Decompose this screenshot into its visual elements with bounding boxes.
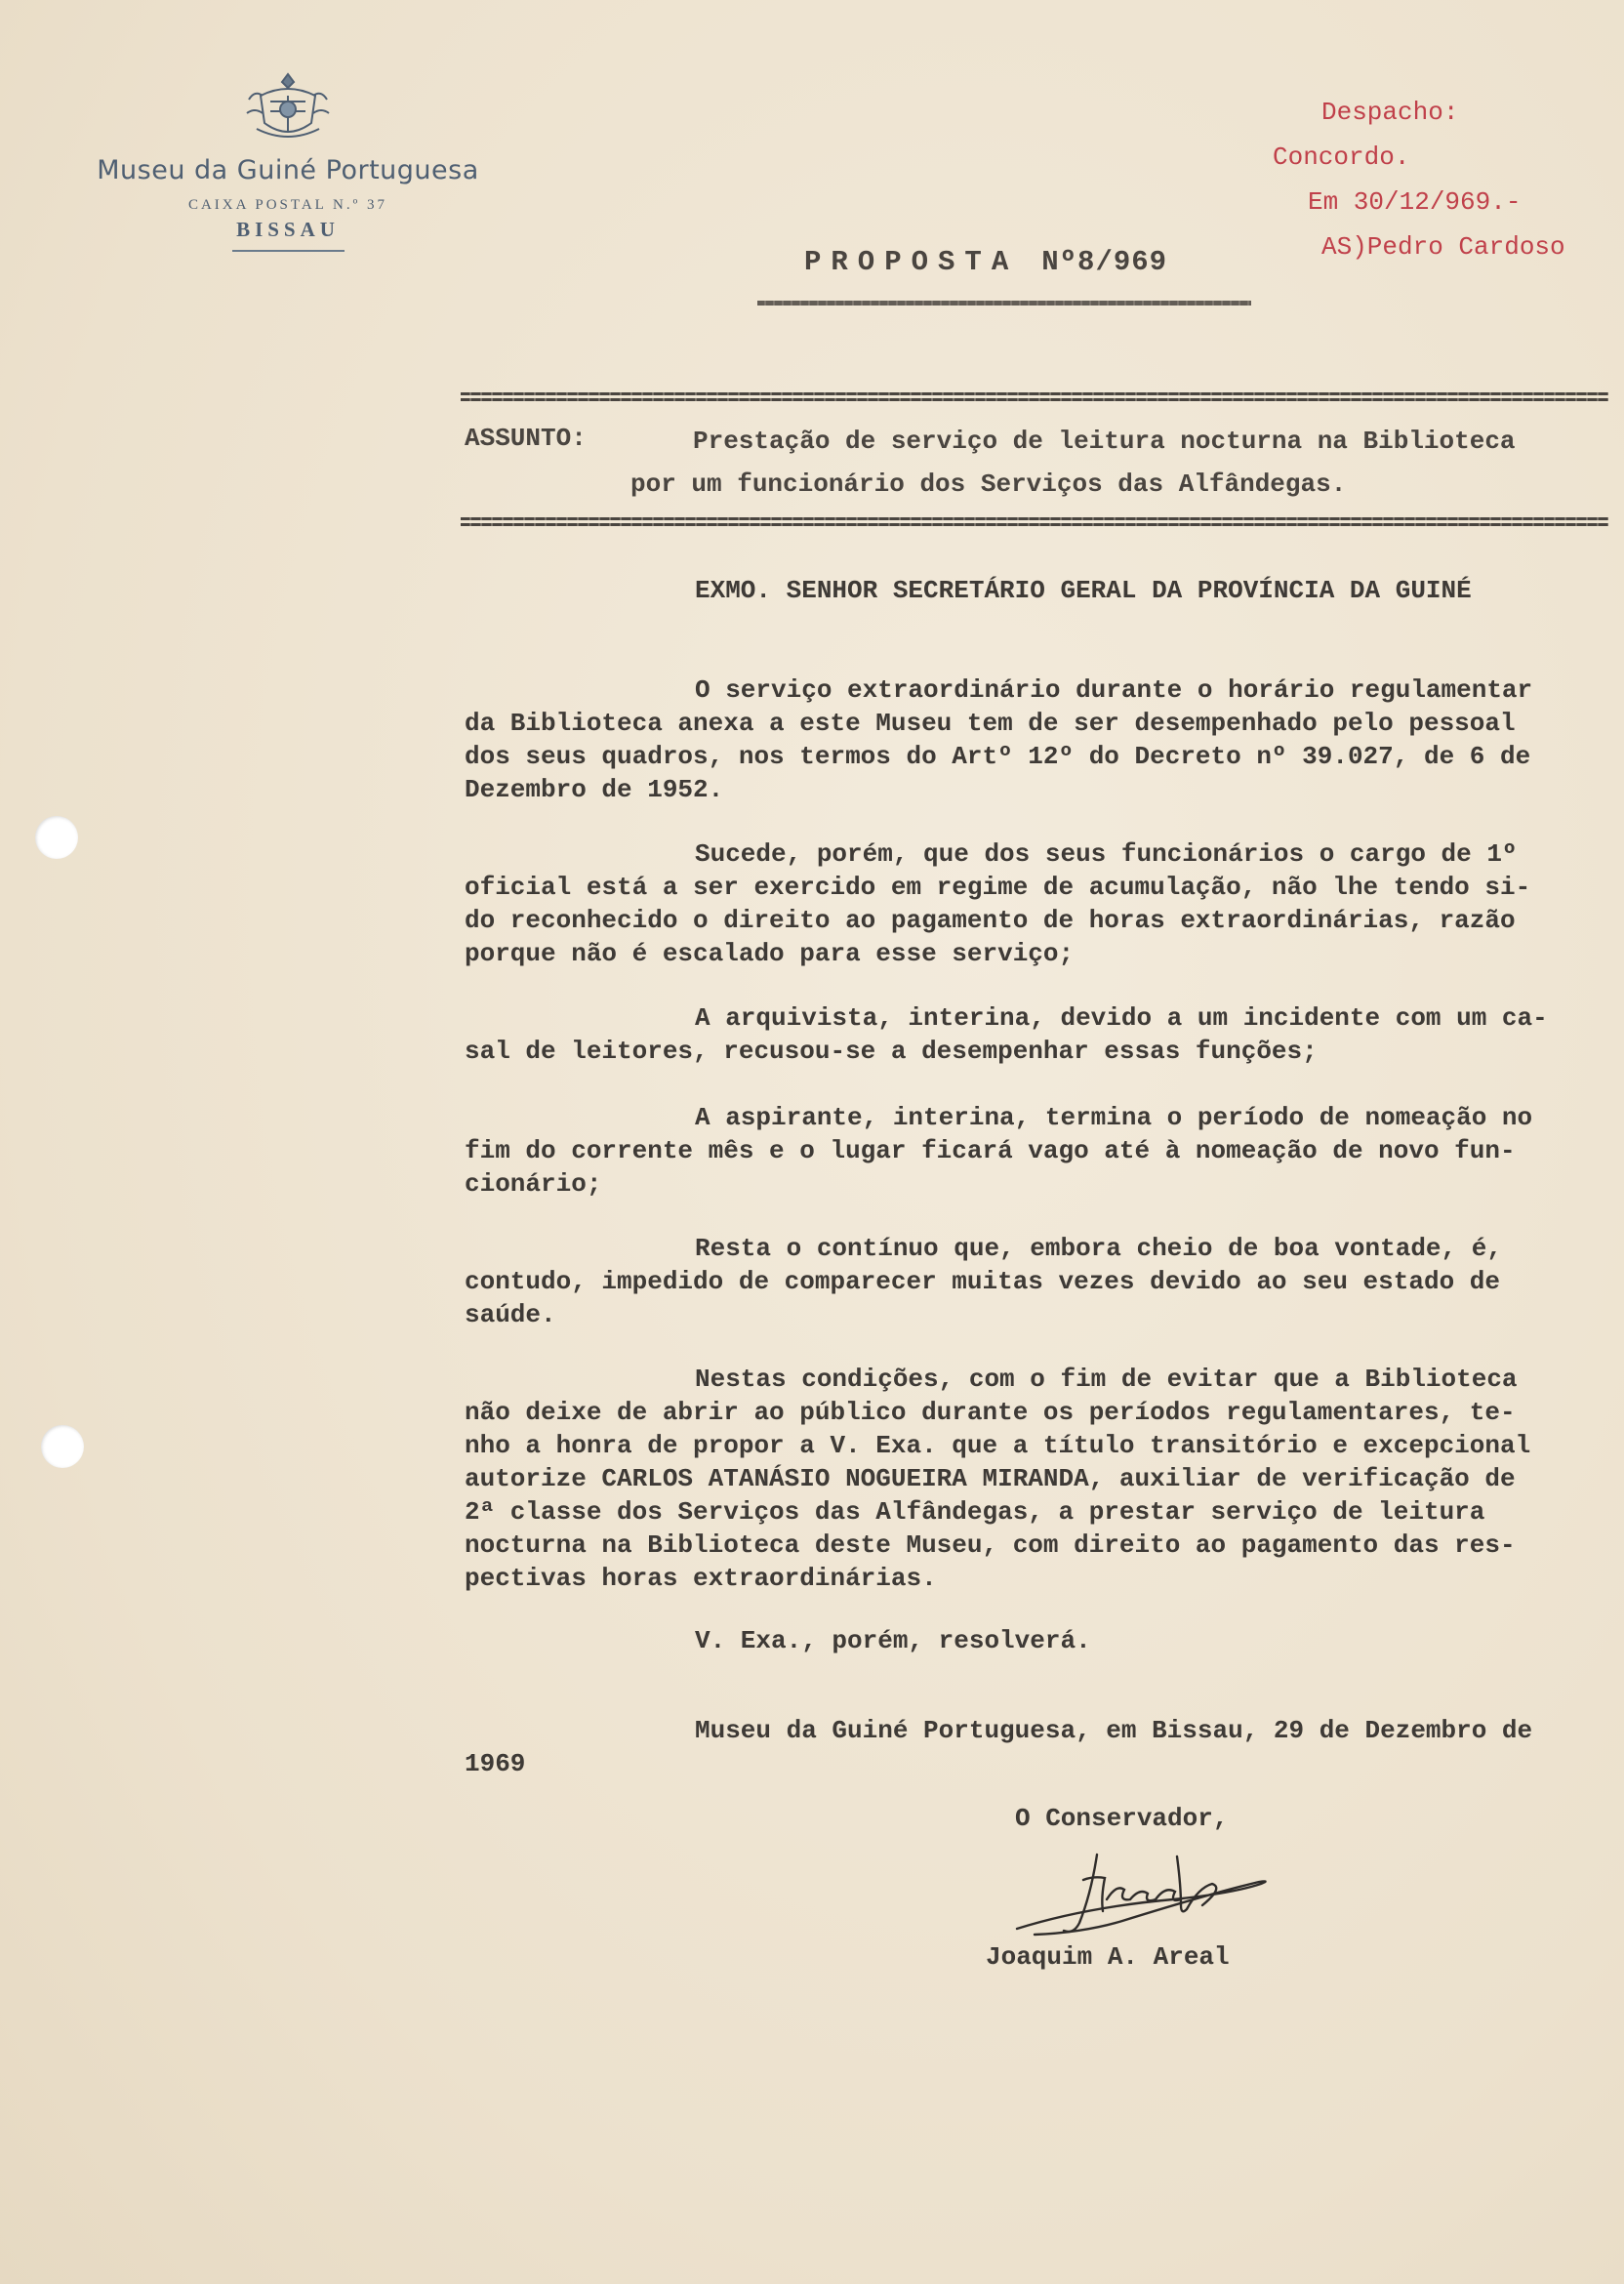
paragraph-line: 2ª classe dos Serviços das Alfândegas, a prestar serviço de leitura <box>465 1497 1485 1527</box>
coat-of-arms-icon <box>241 70 335 144</box>
paragraph-line: A arquivista, interina, devido a um incidente com um ca- <box>695 1003 1548 1033</box>
paragraph-line: dos seus quadros, nos termos do Artº 12º do Decreto nº 39.027, de 6 de <box>465 742 1531 771</box>
paragraph-line: contudo, impedido de comparecer muitas vezes devido ao seu estado de <box>465 1267 1500 1296</box>
despacho-title: Despacho: <box>1321 98 1459 127</box>
paragraph-3 <box>465 1001 1608 1068</box>
paragraph-line: O serviço extraordinário durante o horário regulamentar <box>695 675 1533 705</box>
subject-rule-bottom <box>461 517 1608 527</box>
despacho-block <box>1269 90 1565 269</box>
postal-box: CAIXA POSTAL N.º 37 <box>187 197 388 213</box>
subject-label: ASSUNTO: <box>465 424 587 453</box>
paragraph-line: nho a honra de propor a V. Exa. que a título transitório e excepcional <box>465 1431 1531 1460</box>
paragraph-line: cionário; <box>465 1169 602 1199</box>
place-date <box>465 1714 1608 1780</box>
proposal-heading <box>804 246 1167 278</box>
paragraph-line: Sucede, porém, que dos seus funcionários o cargo de 1º <box>695 839 1518 869</box>
despacho-line-1: Concordo. <box>1273 143 1410 172</box>
paragraph-6 <box>465 1363 1608 1595</box>
city: BISSAU <box>236 218 340 241</box>
proposal-label: PROPOSTA <box>804 246 1019 278</box>
despacho-line-2: Em 30/12/969.- <box>1308 187 1522 217</box>
paragraph-1 <box>465 673 1608 806</box>
letterhead <box>59 70 517 252</box>
paragraph-line: da Biblioteca anexa a este Museu tem de ser desempenhado pelo pessoal <box>465 709 1516 738</box>
paragraph-5 <box>465 1232 1608 1331</box>
despacho-line-3: AS)Pedro Cardoso <box>1321 232 1565 262</box>
paragraph-line: pectivas horas extraordinárias. <box>465 1564 937 1593</box>
paragraph-4 <box>465 1101 1608 1201</box>
paragraph-line: Resta o contínuo que, embora cheio de boa vontade, é, <box>695 1234 1502 1263</box>
paragraph-line: do reconhecido o direito ao pagamento de horas extraordinárias, razão <box>465 906 1516 935</box>
closing-title: O Conservador, <box>1015 1804 1229 1833</box>
paragraph-line: 1969 <box>465 1749 526 1778</box>
subject-line-2: por um funcionário dos Serviços das Alfândegas. <box>630 469 1347 499</box>
punch-hole-top <box>35 816 78 859</box>
paragraph-line: oficial está a ser exercido em regime de acumulação, não lhe tendo si- <box>465 873 1531 902</box>
signatory-name: Joaquim A. Areal <box>986 1942 1230 1972</box>
proposal-underline <box>757 301 1251 306</box>
paragraph-line: sal de leitores, recusou-se a desempenhar essas funções; <box>465 1037 1318 1066</box>
subject-line-1: Prestação de serviço de leitura nocturna na Biblioteca <box>693 427 1516 456</box>
paragraph-line: saúde. <box>465 1300 556 1329</box>
paragraph-line: porque não é escalado para esse serviço; <box>465 939 1075 968</box>
paragraph-7 <box>465 1624 1608 1657</box>
paragraph-line: autorize CARLOS ATANÁSIO NOGUEIRA MIRANDA, auxiliar de verificação de <box>465 1464 1516 1493</box>
paragraph-line: Dezembro de 1952. <box>465 775 724 804</box>
paragraph-line: não deixe de abrir ao público durante os períodos regulamentares, te- <box>465 1398 1516 1427</box>
salutation: EXMO. SENHOR SECRETÁRIO GERAL DA PROVÍNCIA DA GUINÉ <box>695 576 1472 605</box>
museum-name: Museu da Guiné Portuguesa <box>97 155 479 185</box>
subject-rule-top <box>461 392 1608 402</box>
paragraph-line: Museu da Guiné Portuguesa, em Bissau, 29 de Dezembro de <box>695 1716 1533 1745</box>
paragraph-line: nocturna na Biblioteca deste Museu, com direito ao pagamento das res- <box>465 1530 1516 1560</box>
paragraph-line: V. Exa., porém, resolverá. <box>695 1626 1091 1655</box>
paragraph-2 <box>465 837 1608 970</box>
punch-hole-bottom <box>41 1425 84 1468</box>
subject-text <box>630 420 1606 506</box>
letterhead-rule <box>232 250 345 252</box>
paragraph-line: A aspirante, interina, termina o período de nomeação no <box>695 1103 1533 1132</box>
handwritten-signature <box>1005 1845 1288 1952</box>
paragraph-line: Nestas condições, com o fim de evitar que a Biblioteca <box>695 1365 1518 1394</box>
proposal-number: Nº8/969 <box>1041 246 1168 278</box>
paragraph-line: fim do corrente mês e o lugar ficará vago até à nomeação de novo fun- <box>465 1136 1516 1165</box>
